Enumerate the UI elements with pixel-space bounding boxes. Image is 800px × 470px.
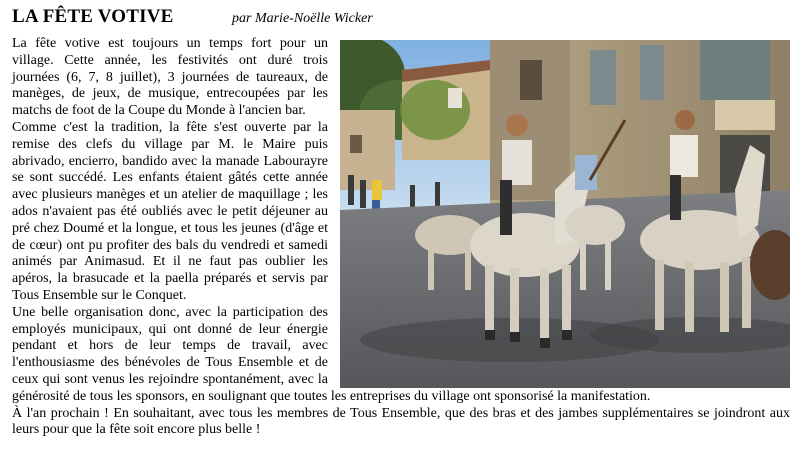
article-paragraph: À l'an prochain ! En souhaitant, avec tous les membres de Tous Ensemble, que des bras et des jambes supplémentaires se joindront aux leurs pour que la fête soit encore plus belle ! (12, 405, 790, 438)
article-photo (340, 40, 790, 388)
article-byline: par Marie-Noëlle Wicker (232, 11, 373, 26)
article-body (12, 36, 790, 439)
article-paragraph: Comme c'est la tradition, la fête s'est ouverte par la remise des clefs du village par M. le Maire puis abrivado, encierro, bandido avec la manade Labourayre se sont succédé. Les enfants étaient gâtés cette année avec plusieurs manèges et un atelier de maquillage ; les ados n'avaient pas été oubliés avec le petit déjeuner au pré chez Doumé et la longue, et tous les jeunes (d'âge et de cœur) ont pu profiter des bals du vendredi et samedi animés par Animasud. Et il ne faut pas oublier les apéros, la brasucade et la paella préparés et servis par Tous Ensemble sur le Conquet. (12, 119, 328, 303)
article-paragraph: La fête votive est toujours un temps fort pour un village. Cette année, les festivités ont duré trois journées (6, 7, 8 juillet), 3 journées de taureaux, de manèges, de jeux, de musique, entrecoupées par les matchs de foot de la Coupe du Monde à l'ancien bar. (12, 36, 328, 119)
article-header (12, 6, 792, 32)
article-paragraph: Une belle organisation donc, avec la participation des employés municipaux, qui ont donné de leur énergie pendant et hors de leur temps de travail, avec l'enthousiasme des bénévoles de Tous Ensemble et de ceux qui sont venus les rejoindre spontanément, avec la générosité de tous les sponsors, en soulignant que toutes les entreprises du village ont sponsorisé la manifestation. (12, 304, 651, 404)
article-title: LA FÊTE VOTIVE (12, 6, 174, 27)
photo-horse-riders-icon (340, 40, 790, 388)
